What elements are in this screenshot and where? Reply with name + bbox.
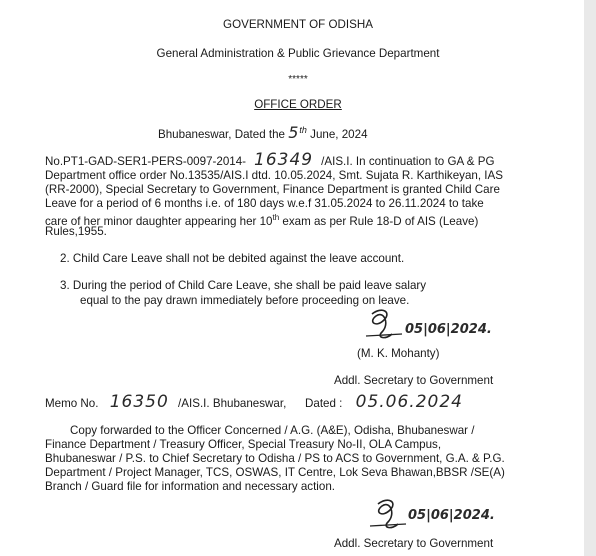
dated-month-year: June, 2024 <box>310 127 368 141</box>
signatory-name: (M. K. Mohanty) <box>357 347 440 360</box>
order-line-2: Department office order No.13535/AIS.I dtd. 10.05.2024, Smt. Sujata R. Karthikeyan, IAS <box>45 169 503 182</box>
memo-dated-handwritten: 05.06.2024 <box>355 392 463 412</box>
signatory-1-designation: Addl. Secretary to Government <box>334 374 494 387</box>
copy-line-1: Copy forwarded to the Officer Concerned / A.G. (A&E), Odisha, Bhubaneswar / <box>70 424 475 437</box>
department-heading: General Administration & Public Grievance Department <box>156 47 440 60</box>
order-line-5-post: exam as per Rule 18-D of AIS (Leave) <box>279 214 479 228</box>
signature-2-date-handwritten: 05|06|2024. <box>408 508 495 523</box>
dated-day-handwritten: 5 <box>288 122 300 142</box>
order-line-5-pre: care of her minor daughter appearing her 10 <box>45 214 273 228</box>
copy-line-3: Bhubaneswar / P.S. to Chief Secretary to Odisha / PS to ACS to Government, G.A. & P.G. <box>45 452 505 465</box>
memo-number-handwritten: 16350 <box>109 392 169 412</box>
memo-dated <box>305 392 463 412</box>
dated-day-suffix: th <box>299 125 307 135</box>
order-line-3: (RR-2000), Special Secretary to Government, Finance Department is granted Child Care <box>45 183 500 196</box>
memo-dated-label: Dated : <box>305 397 343 410</box>
order-ref-number-handwritten: 16349 <box>254 150 314 170</box>
government-heading: GOVERNMENT OF ODISHA <box>223 18 373 31</box>
order-line-4: Leave for a period of 6 months i.e. of 180 days w.e.f 31.05.2024 to 26.11.2024 to take <box>45 197 484 210</box>
order-ref-prefix: No.PT1-GAD-SER1-PERS-0097-2014- <box>45 155 247 168</box>
dated-prefix: Bhubaneswar, Dated the <box>158 127 285 141</box>
order-line-1 <box>45 150 495 170</box>
order-line-6: Rules,1955. <box>45 225 107 238</box>
copy-line-4: Department / Project Manager, TCS, OSWAS, IT Centre, Lok Seva Bhawan,BBSR /SE(A) <box>45 466 505 479</box>
order-ref-suffix: /AIS.I. In continuation to GA & PG <box>321 155 495 168</box>
stars-separator: ***** <box>288 74 308 85</box>
point-3-line-2: equal to the pay drawn immediately before proceeding on leave. <box>80 294 410 307</box>
point-3-line-1: 3. During the period of Child Care Leave, she shall be paid leave salary <box>60 279 427 292</box>
signature-1-date-handwritten: 05|06|2024. <box>405 322 492 337</box>
copy-line-2: Finance Department / Treasury Officer, Special Treasury No-II, OLA Campus, <box>45 438 442 451</box>
memo-label: Memo No. <box>45 397 99 410</box>
signatory-2-designation: Addl. Secretary to Government <box>334 537 494 550</box>
dated-line <box>158 124 368 141</box>
order-line-5 <box>45 211 478 228</box>
memo-suffix: /AIS.I. Bhubaneswar, <box>178 397 287 410</box>
memo-line <box>45 392 287 412</box>
copy-line-5: Branch / Guard file for information and necessary action. <box>45 480 335 493</box>
point-2: 2. Child Care Leave shall not be debited against the leave account. <box>60 252 405 265</box>
office-order-title: OFFICE ORDER <box>254 98 342 111</box>
order-line-5-sup: th <box>272 213 280 222</box>
